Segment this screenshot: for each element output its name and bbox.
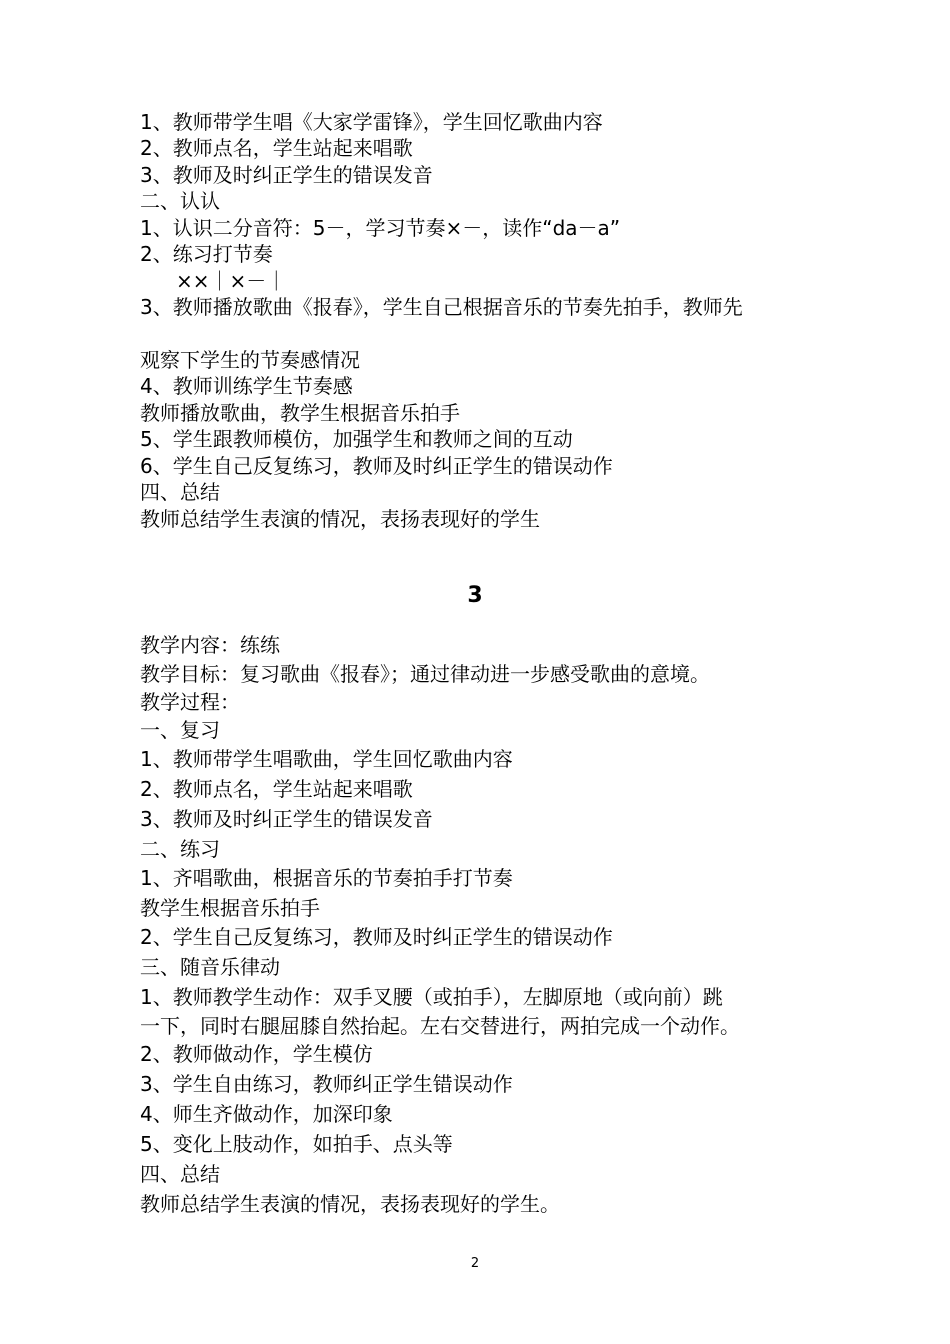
text-line: 2、教师点名，学生站起来唱歌 bbox=[140, 136, 413, 160]
section-heading: 三、随音乐律动 bbox=[140, 955, 280, 979]
text-line: 1、教师教学生动作：双手叉腰（或拍手），左脚原地（或向前）跳 bbox=[140, 985, 723, 1009]
text-line: 3、教师及时纠正学生的错误发音 bbox=[140, 807, 433, 831]
text-line: 教学生根据音乐拍手 bbox=[140, 896, 320, 920]
section-heading: 四、总结 bbox=[140, 1162, 220, 1186]
teaching-content: 教学内容：练练 bbox=[140, 633, 280, 657]
text-line: 4、师生齐做动作，加深印象 bbox=[140, 1102, 393, 1126]
section-heading: 一、复习 bbox=[140, 718, 220, 742]
text-line: 3、教师播放歌曲《报春》，学生自己根据音乐的节奏先拍手，教师先 bbox=[140, 295, 743, 319]
section-heading: 二、认认 bbox=[140, 189, 220, 213]
text-line: 3、教师及时纠正学生的错误发音 bbox=[140, 163, 433, 187]
text-line: 2、教师做动作，学生模仿 bbox=[140, 1042, 373, 1066]
text-line: 2、练习打节奏 bbox=[140, 242, 273, 266]
text-line: 1、教师带学生唱歌曲，学生回忆歌曲内容 bbox=[140, 747, 513, 771]
text-line: 观察下学生的节奏感情况 bbox=[140, 348, 360, 372]
text-line: 3、学生自由练习，教师纠正学生错误动作 bbox=[140, 1072, 513, 1096]
text-line: 1、教师带学生唱《大家学雷锋》，学生回忆歌曲内容 bbox=[140, 110, 603, 134]
section-heading: 四、总结 bbox=[140, 480, 220, 504]
text-line: 1、认识二分音符：5－，学习节奏×－，读作“da－a” bbox=[140, 216, 621, 240]
text-line: 教师总结学生表演的情况，表扬表现好的学生 bbox=[140, 507, 540, 531]
text-line: 5、变化上肢动作，如拍手、点头等 bbox=[140, 1132, 453, 1156]
text-line: 1、齐唱歌曲，根据音乐的节奏拍手打节奏 bbox=[140, 866, 513, 890]
text-line: 5、学生跟教师模仿，加强学生和教师之间的互动 bbox=[140, 427, 573, 451]
rhythm-notation: ××｜×－｜ bbox=[176, 269, 287, 293]
teaching-process-label: 教学过程： bbox=[140, 690, 240, 714]
text-line: 教师播放歌曲，教学生根据音乐拍手 bbox=[140, 401, 460, 425]
lesson-number-heading: 3 bbox=[467, 583, 483, 608]
text-line: 2、教师点名，学生站起来唱歌 bbox=[140, 777, 413, 801]
text-line: 教师总结学生表演的情况，表扬表现好的学生。 bbox=[140, 1192, 560, 1216]
page-number: 2 bbox=[470, 1256, 480, 1271]
text-line: 一下，同时右腿屈膝自然抬起。左右交替进行，两拍完成一个动作。 bbox=[140, 1014, 740, 1038]
text-line: 2、学生自己反复练习，教师及时纠正学生的错误动作 bbox=[140, 925, 613, 949]
text-line: 6、学生自己反复练习，教师及时纠正学生的错误动作 bbox=[140, 454, 613, 478]
section-heading: 二、练习 bbox=[140, 837, 220, 861]
teaching-goal: 教学目标：复习歌曲《报春》；通过律动进一步感受歌曲的意境。 bbox=[140, 662, 710, 686]
text-line: 4、教师训练学生节奏感 bbox=[140, 374, 353, 398]
